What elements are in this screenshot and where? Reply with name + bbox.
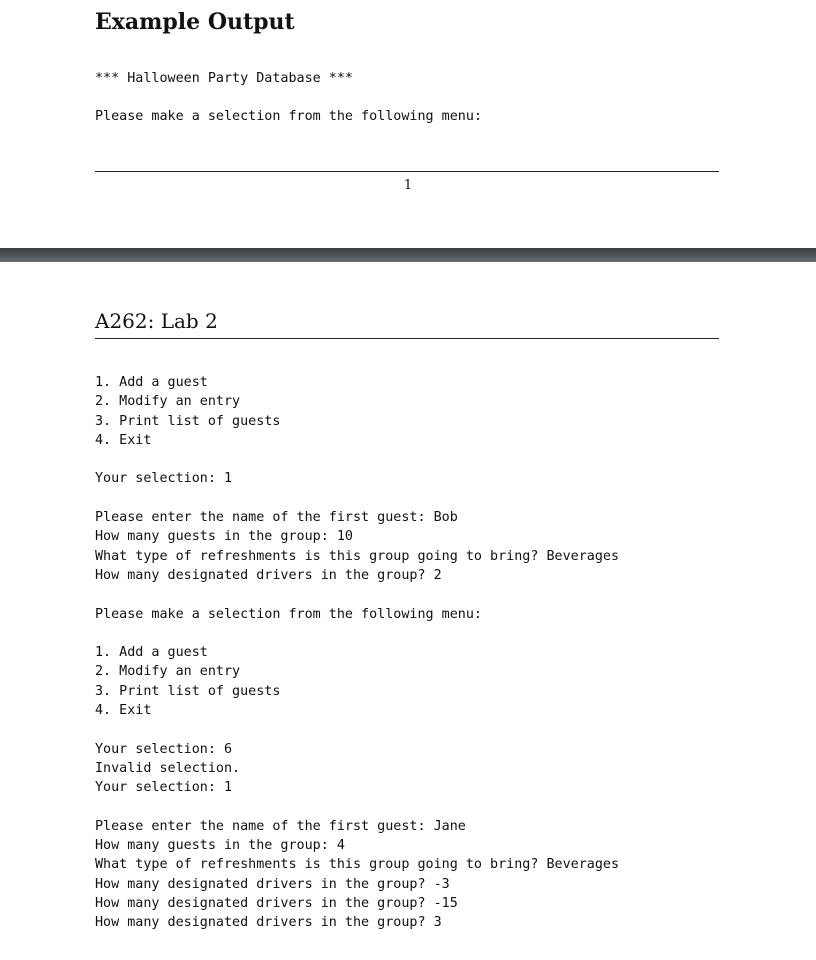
blank-line: [95, 585, 619, 604]
console-line: Please enter the name of the first guest: Bob: [95, 510, 458, 526]
console-line: Your selection: 6: [95, 741, 233, 757]
blank-line: [95, 489, 619, 508]
document-page-1: [0, 0, 816, 248]
console-line: How many designated drivers in the group? 3: [95, 915, 442, 931]
console-line: 2. Modify an entry: [95, 394, 241, 410]
footer-rule: [95, 171, 719, 172]
blank-line: [95, 720, 619, 739]
section-heading: Example Output: [95, 9, 295, 35]
blank-line: [95, 450, 619, 469]
page-separator: [0, 248, 816, 262]
blank-line: [95, 624, 619, 643]
console-line: Invalid selection.: [95, 760, 241, 776]
console-line: How many guests in the group: 4: [95, 838, 345, 854]
console-line: 1. Add a guest: [95, 375, 208, 390]
console-line: What type of refreshments is this group going to bring? Beverages: [95, 548, 620, 564]
menu-prompt-line: Please make a selection from the following menu:: [95, 109, 482, 124]
console-line: Your selection: 1: [95, 471, 233, 487]
console-line: Please enter the name of the first guest: Jane: [95, 818, 466, 834]
console-line: 1. Add a guest: [95, 645, 208, 661]
console-line: 4. Exit: [95, 432, 152, 448]
console-line: 3. Print list of guests: [95, 413, 281, 429]
console-output: [95, 373, 619, 933]
blank-line: [95, 798, 619, 817]
console-line: Please make a selection from the following menu:: [95, 606, 482, 622]
console-line: How many guests in the group: 10: [95, 529, 353, 545]
console-line: 4. Exit: [95, 703, 152, 719]
console-line: How many designated drivers in the group? 2: [95, 567, 442, 583]
header-rule: [95, 338, 719, 339]
running-header: A262: Lab 2: [95, 309, 218, 333]
console-line: How many designated drivers in the group? -3: [95, 876, 450, 892]
console-line: 3. Print list of guests: [95, 683, 281, 699]
console-line: What type of refreshments is this group going to bring? Beverages: [95, 857, 620, 873]
console-line: 2. Modify an entry: [95, 664, 241, 680]
console-line: Your selection: 1: [95, 780, 233, 796]
program-banner-line: *** Halloween Party Database ***: [95, 71, 353, 86]
console-line: How many designated drivers in the group? -15: [95, 896, 458, 912]
page-number: 1: [403, 178, 413, 193]
